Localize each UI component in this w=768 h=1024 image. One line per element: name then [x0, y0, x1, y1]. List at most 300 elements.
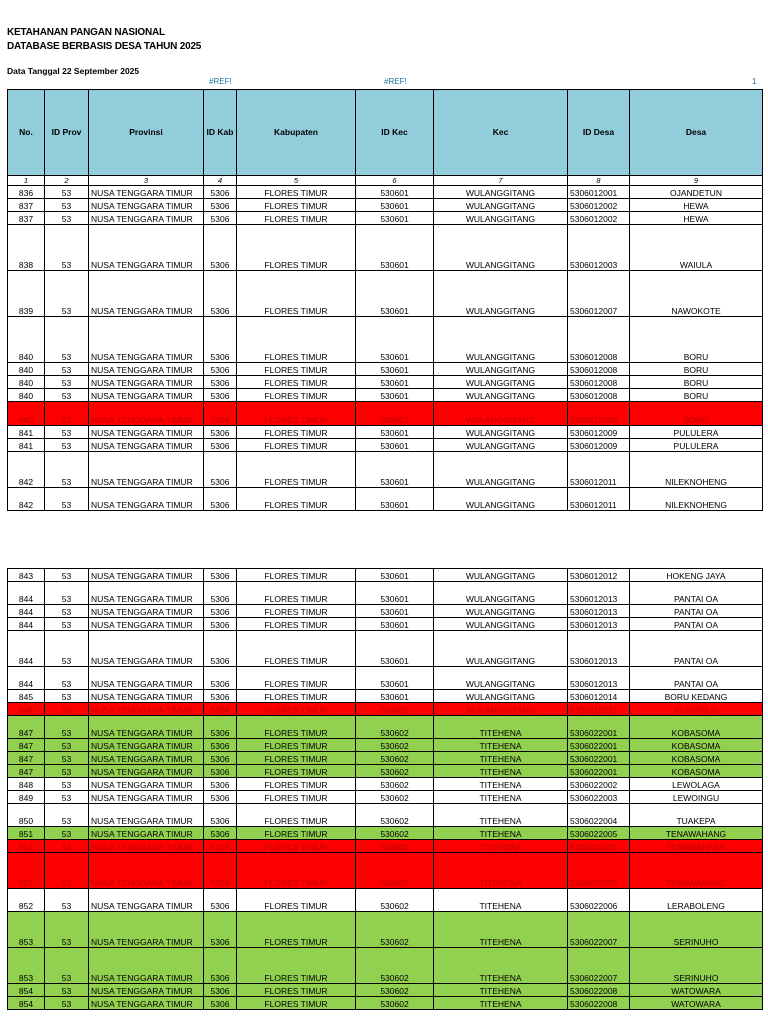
cell-desa: BORU KEDANG [630, 690, 763, 703]
cell-kabupaten: FLORES TIMUR [237, 690, 356, 703]
cell-id-desa: 5306012008 [568, 376, 630, 389]
cell-kabupaten: FLORES TIMUR [237, 618, 356, 631]
data-date: Data Tanggal 22 September 2025 [7, 66, 140, 76]
cell-kabupaten: FLORES TIMUR [237, 912, 356, 948]
cell-desa: LEWOINGU [630, 791, 763, 804]
cell-no: 854 [8, 984, 45, 997]
table-row [8, 984, 763, 997]
cell-id-desa: 5306022008 [568, 997, 630, 1010]
cell-no: 844 [8, 667, 45, 690]
cell-kabupaten: FLORES TIMUR [237, 186, 356, 199]
cell-kabupaten: FLORES TIMUR [237, 997, 356, 1010]
cell-no: 840 [8, 363, 45, 376]
cell-id-prov: 53 [45, 667, 89, 690]
cell-desa: KOBASOMA [630, 765, 763, 778]
col-number: 5 [237, 176, 356, 186]
cell-id-prov: 53 [45, 389, 89, 402]
cell-id-kab: 5306 [204, 605, 237, 618]
cell-kabupaten: FLORES TIMUR [237, 317, 356, 363]
village-table-top [7, 89, 763, 511]
cell-id-kec: 530602 [356, 739, 434, 752]
table-row [8, 778, 763, 791]
cell-desa: PULULERA [630, 426, 763, 439]
cell-id-desa: 5306012003 [568, 225, 630, 271]
cell-provinsi: NUSA TENGGARA TIMUR [89, 618, 204, 631]
table-row [8, 791, 763, 804]
cell-kabupaten: FLORES TIMUR [237, 426, 356, 439]
cell-kec: TITEHENA [434, 984, 568, 997]
cell-id-desa: 5306022008 [568, 984, 630, 997]
cell-no: 841 [8, 426, 45, 439]
cell-provinsi: NUSA TENGGARA TIMUR [89, 984, 204, 997]
cell-provinsi: NUSA TENGGARA TIMUR [89, 997, 204, 1010]
cell-kabupaten: FLORES TIMUR [237, 739, 356, 752]
cell-id-kec: 530601 [356, 212, 434, 225]
cell-kec: WULANGGITANG [434, 271, 568, 317]
cell-provinsi: NUSA TENGGARA TIMUR [89, 840, 204, 853]
cell-no: 844 [8, 618, 45, 631]
cell-kabupaten: FLORES TIMUR [237, 667, 356, 690]
cell-id-kab: 5306 [204, 853, 237, 889]
cell-id-kab: 5306 [204, 376, 237, 389]
cell-id-kab: 5306 [204, 271, 237, 317]
cell-id-kec: 530602 [356, 984, 434, 997]
cell-kec: WULANGGITANG [434, 605, 568, 618]
cell-provinsi: NUSA TENGGARA TIMUR [89, 605, 204, 618]
cell-desa: KLATANLO [630, 703, 763, 716]
col-number: 9 [630, 176, 763, 186]
cell-id-prov: 53 [45, 889, 89, 912]
cell-id-desa: 5306022001 [568, 739, 630, 752]
cell-id-kab: 5306 [204, 827, 237, 840]
cell-kec: WULANGGITANG [434, 186, 568, 199]
cell-id-kab: 5306 [204, 439, 237, 452]
cell-kabupaten: FLORES TIMUR [237, 765, 356, 778]
cell-provinsi: NUSA TENGGARA TIMUR [89, 765, 204, 778]
table-row [8, 605, 763, 618]
cell-no: 839 [8, 271, 45, 317]
cell-id-prov: 53 [45, 439, 89, 452]
cell-desa: KOBASOMA [630, 752, 763, 765]
cell-no: 836 [8, 186, 45, 199]
cell-id-desa: 5306022005 [568, 827, 630, 840]
col-header-kabupaten: Kabupaten [237, 90, 356, 176]
cell-id-kab: 5306 [204, 488, 237, 511]
cell-desa: OJANDETUN [630, 186, 763, 199]
ref-error-1: #REF! [209, 77, 232, 86]
cell-id-kec: 530601 [356, 690, 434, 703]
cell-kec: WULANGGITANG [434, 667, 568, 690]
cell-id-kec: 530602 [356, 804, 434, 827]
cell-id-desa: 5306022001 [568, 765, 630, 778]
cell-kabupaten: FLORES TIMUR [237, 827, 356, 840]
cell-id-kab: 5306 [204, 363, 237, 376]
cell-provinsi: NUSA TENGGARA TIMUR [89, 569, 204, 582]
cell-kabupaten: FLORES TIMUR [237, 376, 356, 389]
cell-id-prov: 53 [45, 582, 89, 605]
cell-desa: LERABOLENG [630, 889, 763, 912]
cell-kabupaten: FLORES TIMUR [237, 389, 356, 402]
cell-id-kec: 530601 [356, 376, 434, 389]
cell-id-desa: 5306012008 [568, 402, 630, 426]
cell-kec: WULANGGITANG [434, 212, 568, 225]
report-subtitle: DATABASE BERBASIS DESA TAHUN 2025 [7, 41, 202, 52]
cell-id-desa: 5306022007 [568, 948, 630, 984]
cell-id-kec: 530601 [356, 631, 434, 667]
cell-kec: WULANGGITANG [434, 618, 568, 631]
cell-provinsi: NUSA TENGGARA TIMUR [89, 426, 204, 439]
cell-id-desa: 5306012013 [568, 605, 630, 618]
cell-id-desa: 5306012014 [568, 690, 630, 703]
cell-desa: HEWA [630, 199, 763, 212]
table-row [8, 389, 763, 402]
cell-id-kec: 530602 [356, 778, 434, 791]
table-row [8, 317, 763, 363]
cell-id-desa: 5306012021 [568, 703, 630, 716]
cell-id-desa: 5306022006 [568, 889, 630, 912]
cell-desa: KOBASOMA [630, 739, 763, 752]
cell-no: 851 [8, 853, 45, 889]
cell-provinsi: NUSA TENGGARA TIMUR [89, 948, 204, 984]
cell-id-kec: 530602 [356, 912, 434, 948]
cell-id-prov: 53 [45, 804, 89, 827]
col-header-id-kec: ID Kec [356, 90, 434, 176]
cell-desa: BORU [630, 363, 763, 376]
table-row [8, 363, 763, 376]
cell-kabupaten: FLORES TIMUR [237, 716, 356, 739]
cell-provinsi: NUSA TENGGARA TIMUR [89, 271, 204, 317]
table-row [8, 631, 763, 667]
cell-provinsi: NUSA TENGGARA TIMUR [89, 791, 204, 804]
cell-desa: PANTAI OA [630, 582, 763, 605]
cell-desa: SERINUHO [630, 948, 763, 984]
cell-desa: PANTAI OA [630, 618, 763, 631]
col-header-kec: Kec [434, 90, 568, 176]
cell-id-prov: 53 [45, 618, 89, 631]
cell-id-kab: 5306 [204, 912, 237, 948]
cell-kec: WULANGGITANG [434, 631, 568, 667]
cell-id-prov: 53 [45, 488, 89, 511]
cell-desa: BORU [630, 402, 763, 426]
col-number: 2 [45, 176, 89, 186]
table-row [8, 889, 763, 912]
cell-id-kab: 5306 [204, 804, 237, 827]
cell-id-kec: 530602 [356, 853, 434, 889]
cell-kec: WULANGGITANG [434, 439, 568, 452]
header-row [8, 90, 763, 176]
cell-desa: BORU [630, 389, 763, 402]
cell-id-prov: 53 [45, 225, 89, 271]
cell-no: 853 [8, 948, 45, 984]
cell-id-desa: 5306012008 [568, 363, 630, 376]
cell-id-prov: 53 [45, 212, 89, 225]
cell-id-prov: 53 [45, 853, 89, 889]
cell-id-prov: 53 [45, 984, 89, 997]
cell-provinsi: NUSA TENGGARA TIMUR [89, 225, 204, 271]
table-row [8, 426, 763, 439]
cell-id-kab: 5306 [204, 225, 237, 271]
cell-id-kec: 530602 [356, 716, 434, 739]
cell-id-kab: 5306 [204, 667, 237, 690]
cell-id-kab: 5306 [204, 840, 237, 853]
cell-kabupaten: FLORES TIMUR [237, 452, 356, 488]
cell-id-kec: 530601 [356, 199, 434, 212]
cell-id-prov: 53 [45, 778, 89, 791]
cell-id-kab: 5306 [204, 631, 237, 667]
cell-no: 844 [8, 605, 45, 618]
cell-provinsi: NUSA TENGGARA TIMUR [89, 690, 204, 703]
cell-kabupaten: FLORES TIMUR [237, 778, 356, 791]
cell-id-kec: 530602 [356, 948, 434, 984]
cell-id-kab: 5306 [204, 690, 237, 703]
cell-desa: TENAWAHANG [630, 853, 763, 889]
cell-kec: TITEHENA [434, 912, 568, 948]
cell-id-prov: 53 [45, 840, 89, 853]
cell-kec: WULANGGITANG [434, 690, 568, 703]
cell-kabupaten: FLORES TIMUR [237, 631, 356, 667]
cell-provinsi: NUSA TENGGARA TIMUR [89, 804, 204, 827]
cell-id-kec: 530602 [356, 889, 434, 912]
cell-id-kab: 5306 [204, 426, 237, 439]
cell-id-kec: 530601 [356, 667, 434, 690]
cell-desa: HEWA [630, 212, 763, 225]
cell-no: 852 [8, 889, 45, 912]
cell-kabupaten: FLORES TIMUR [237, 225, 356, 271]
table-row [8, 582, 763, 605]
cell-kec: WULANGGITANG [434, 225, 568, 271]
cell-id-kec: 530601 [356, 426, 434, 439]
table-row [8, 488, 763, 511]
cell-desa: BORU [630, 376, 763, 389]
cell-provinsi: NUSA TENGGARA TIMUR [89, 716, 204, 739]
cell-id-kec: 530602 [356, 997, 434, 1010]
cell-kabupaten: FLORES TIMUR [237, 804, 356, 827]
cell-id-desa: 5306022007 [568, 912, 630, 948]
cell-id-prov: 53 [45, 948, 89, 984]
cell-no: 840 [8, 376, 45, 389]
cell-desa: BORU [630, 317, 763, 363]
cell-kec: TITEHENA [434, 716, 568, 739]
cell-id-prov: 53 [45, 363, 89, 376]
table-row [8, 690, 763, 703]
cell-id-prov: 53 [45, 186, 89, 199]
cell-id-desa: 5306012011 [568, 452, 630, 488]
cell-no: 848 [8, 778, 45, 791]
cell-no: 854 [8, 997, 45, 1010]
cell-id-kec: 530601 [356, 317, 434, 363]
cell-desa: KOBASOMA [630, 716, 763, 739]
cell-id-kab: 5306 [204, 199, 237, 212]
cell-kec: WULANGGITANG [434, 376, 568, 389]
table-row [8, 376, 763, 389]
col-number: 7 [434, 176, 568, 186]
cell-id-kec: 530601 [356, 703, 434, 716]
table-row [8, 212, 763, 225]
cell-provinsi: NUSA TENGGARA TIMUR [89, 212, 204, 225]
cell-id-desa: 5306012007 [568, 271, 630, 317]
cell-id-prov: 53 [45, 791, 89, 804]
cell-kabupaten: FLORES TIMUR [237, 439, 356, 452]
cell-no: 847 [8, 765, 45, 778]
cell-id-kab: 5306 [204, 389, 237, 402]
table-row [8, 853, 763, 889]
cell-id-kec: 530602 [356, 752, 434, 765]
cell-no: 851 [8, 827, 45, 840]
cell-id-kec: 530601 [356, 389, 434, 402]
cell-kec: WULANGGITANG [434, 452, 568, 488]
table-row [8, 703, 763, 716]
table-row [8, 948, 763, 984]
cell-kec: TITEHENA [434, 791, 568, 804]
cell-kabupaten: FLORES TIMUR [237, 605, 356, 618]
cell-id-prov: 53 [45, 376, 89, 389]
report-title: KETAHANAN PANGAN NASIONAL [7, 27, 165, 38]
cell-provinsi: NUSA TENGGARA TIMUR [89, 827, 204, 840]
cell-no: 850 [8, 804, 45, 827]
col-header-id-prov: ID Prov [45, 90, 89, 176]
cell-kec: TITEHENA [434, 827, 568, 840]
col-number: 6 [356, 176, 434, 186]
cell-provinsi: NUSA TENGGARA TIMUR [89, 363, 204, 376]
cell-no: 844 [8, 631, 45, 667]
cell-id-kec: 530601 [356, 569, 434, 582]
cell-desa: TUAKEPA [630, 804, 763, 827]
cell-id-desa: 5306022004 [568, 804, 630, 827]
cell-no: 840 [8, 389, 45, 402]
cell-id-kab: 5306 [204, 452, 237, 488]
cell-kabupaten: FLORES TIMUR [237, 271, 356, 317]
cell-no: 846 [8, 703, 45, 716]
cell-provinsi: NUSA TENGGARA TIMUR [89, 488, 204, 511]
cell-provinsi: NUSA TENGGARA TIMUR [89, 389, 204, 402]
cell-id-prov: 53 [45, 703, 89, 716]
column-number-row [8, 176, 763, 186]
cell-kabupaten: FLORES TIMUR [237, 752, 356, 765]
cell-id-prov: 53 [45, 317, 89, 363]
cell-id-prov: 53 [45, 631, 89, 667]
cell-kec: TITEHENA [434, 804, 568, 827]
cell-no: 841 [8, 439, 45, 452]
table-row [8, 804, 763, 827]
cell-no: 838 [8, 225, 45, 271]
cell-id-kab: 5306 [204, 752, 237, 765]
cell-kabupaten: FLORES TIMUR [237, 984, 356, 997]
cell-kec: WULANGGITANG [434, 402, 568, 426]
cell-id-prov: 53 [45, 716, 89, 739]
cell-id-kec: 530601 [356, 582, 434, 605]
cell-id-prov: 53 [45, 752, 89, 765]
cell-id-kec: 530601 [356, 225, 434, 271]
cell-id-kec: 530601 [356, 439, 434, 452]
col-number: 1 [8, 176, 45, 186]
cell-id-desa: 5306022001 [568, 752, 630, 765]
table-row [8, 997, 763, 1010]
table-row [8, 452, 763, 488]
cell-no: 847 [8, 752, 45, 765]
cell-id-desa: 5306012002 [568, 212, 630, 225]
cell-kabupaten: FLORES TIMUR [237, 402, 356, 426]
cell-id-desa: 5306012008 [568, 389, 630, 402]
cell-kec: WULANGGITANG [434, 389, 568, 402]
cell-desa: PANTAI OA [630, 667, 763, 690]
cell-desa: PANTAI OA [630, 605, 763, 618]
table-row [8, 752, 763, 765]
table-body-top [8, 186, 763, 511]
cell-id-prov: 53 [45, 271, 89, 317]
cell-id-prov: 53 [45, 765, 89, 778]
cell-provinsi: NUSA TENGGARA TIMUR [89, 376, 204, 389]
cell-id-desa: 5306012011 [568, 488, 630, 511]
cell-id-prov: 53 [45, 426, 89, 439]
cell-id-kec: 530601 [356, 452, 434, 488]
cell-provinsi: NUSA TENGGARA TIMUR [89, 752, 204, 765]
cell-id-kec: 530601 [356, 402, 434, 426]
col-number: 4 [204, 176, 237, 186]
table-row [8, 827, 763, 840]
cell-kabupaten: FLORES TIMUR [237, 889, 356, 912]
cell-id-desa: 5306012013 [568, 631, 630, 667]
table-row [8, 225, 763, 271]
cell-kec: WULANGGITANG [434, 488, 568, 511]
cell-kabupaten: FLORES TIMUR [237, 488, 356, 511]
cell-no: 840 [8, 402, 45, 426]
cell-id-kec: 530602 [356, 827, 434, 840]
col-header-provinsi: Provinsi [89, 90, 204, 176]
cell-desa: PANTAI OA [630, 631, 763, 667]
cell-id-desa: 5306012002 [568, 199, 630, 212]
cell-kabupaten: FLORES TIMUR [237, 948, 356, 984]
cell-id-kab: 5306 [204, 703, 237, 716]
cell-id-kab: 5306 [204, 948, 237, 984]
table-row [8, 667, 763, 690]
cell-provinsi: NUSA TENGGARA TIMUR [89, 439, 204, 452]
cell-no: 847 [8, 739, 45, 752]
cell-no: 847 [8, 716, 45, 739]
cell-id-prov: 53 [45, 199, 89, 212]
cell-id-prov: 53 [45, 402, 89, 426]
cell-id-kec: 530601 [356, 363, 434, 376]
cell-kabupaten: FLORES TIMUR [237, 582, 356, 605]
cell-provinsi: NUSA TENGGARA TIMUR [89, 853, 204, 889]
cell-id-kec: 530602 [356, 765, 434, 778]
cell-kec: WULANGGITANG [434, 199, 568, 212]
cell-id-kab: 5306 [204, 791, 237, 804]
cell-id-desa: 5306022005 [568, 853, 630, 889]
cell-id-desa: 5306012008 [568, 317, 630, 363]
table-row [8, 439, 763, 452]
table-body-bottom [8, 569, 763, 1010]
cell-kec: WULANGGITANG [434, 569, 568, 582]
cell-kec: WULANGGITANG [434, 363, 568, 376]
cell-id-desa: 5306022001 [568, 716, 630, 739]
cell-desa: HOKENG JAYA [630, 569, 763, 582]
cell-desa: TENAWAHANG [630, 840, 763, 853]
cell-kec: WULANGGITANG [434, 582, 568, 605]
cell-id-desa: 5306022005 [568, 840, 630, 853]
cell-id-kab: 5306 [204, 402, 237, 426]
cell-desa: NILEKNOHENG [630, 488, 763, 511]
cell-kabupaten: FLORES TIMUR [237, 840, 356, 853]
cell-no: 837 [8, 199, 45, 212]
cell-desa: SERINUHO [630, 912, 763, 948]
cell-desa: NAWOKOTE [630, 271, 763, 317]
cell-kabupaten: FLORES TIMUR [237, 569, 356, 582]
cell-id-kab: 5306 [204, 984, 237, 997]
cell-id-prov: 53 [45, 605, 89, 618]
cell-kabupaten: FLORES TIMUR [237, 853, 356, 889]
cell-id-kab: 5306 [204, 186, 237, 199]
village-table-bottom [7, 568, 763, 1010]
